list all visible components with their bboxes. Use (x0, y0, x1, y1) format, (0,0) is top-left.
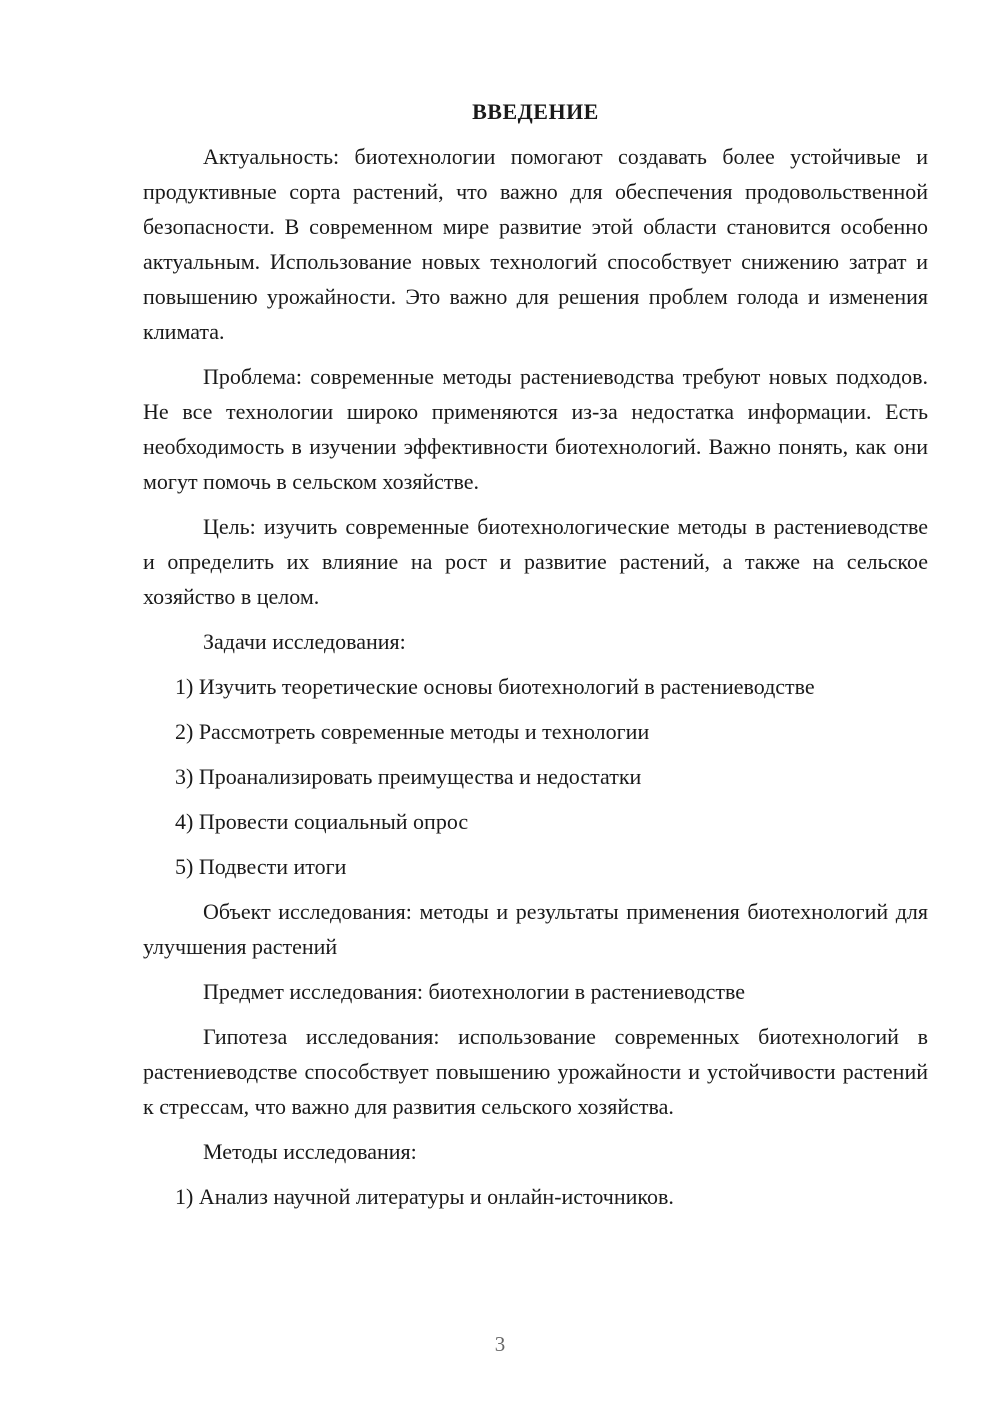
object-paragraph: Объект исследования: методы и результаты применения биотехнологий для улучшения растений (143, 899, 928, 959)
page-content (143, 94, 928, 1224)
relevance-paragraph: Актуальность: биотехнологии помогают создавать более устойчивые и продуктивные сорта растений, что важно для обеспечения продовольственной безопасности. В современном мире развитие этой области становится особенно актуальным. Использование новых технологий способствует снижению затрат и повышению урожайности. Это важно для решения проблем голода и изменения климата. (143, 144, 928, 344)
methods-list (143, 1179, 928, 1214)
tasks-title: Задачи исследования: (203, 629, 406, 654)
hypothesis-paragraph: Гипотеза исследования: использование современных биотехнологий в растениеводстве способствует повышению урожайности и устойчивости растений к стрессам, что важно для развития сельского хозяйства. (143, 1024, 928, 1119)
section-heading: ВВЕДЕНИЕ (472, 99, 599, 124)
task-item: 4) Провести социальный опрос (175, 809, 469, 834)
page-number: 3 (494, 1332, 506, 1356)
tasks-list (143, 669, 928, 884)
methods-title: Методы исследования: (203, 1139, 417, 1164)
task-item: 1) Изучить теоретические основы биотехнологий в растениеводстве (175, 674, 815, 699)
problem-paragraph: Проблема: современные методы растениеводства требуют новых подходов. Не все технологии широко применяются из-за недостатка информации. Есть необходимость в изучении эффективности биотехнологий. Важно понять, как они могут помочь в сельском хозяйстве. (143, 364, 928, 494)
task-item: 3) Проанализировать преимущества и недостатки (175, 764, 642, 789)
method-item: 1) Анализ научной литературы и онлайн-источников. (175, 1184, 674, 1209)
task-item: 5) Подвести итоги (175, 854, 347, 879)
goal-paragraph: Цель: изучить современные биотехнологические методы в растениеводстве и определить их влияние на рост и развитие растений, а также на сельское хозяйство в целом. (143, 514, 928, 609)
subject-paragraph: Предмет исследования: биотехнологии в растениеводстве (203, 979, 746, 1004)
task-item: 2) Рассмотреть современные методы и технологии (175, 719, 650, 744)
